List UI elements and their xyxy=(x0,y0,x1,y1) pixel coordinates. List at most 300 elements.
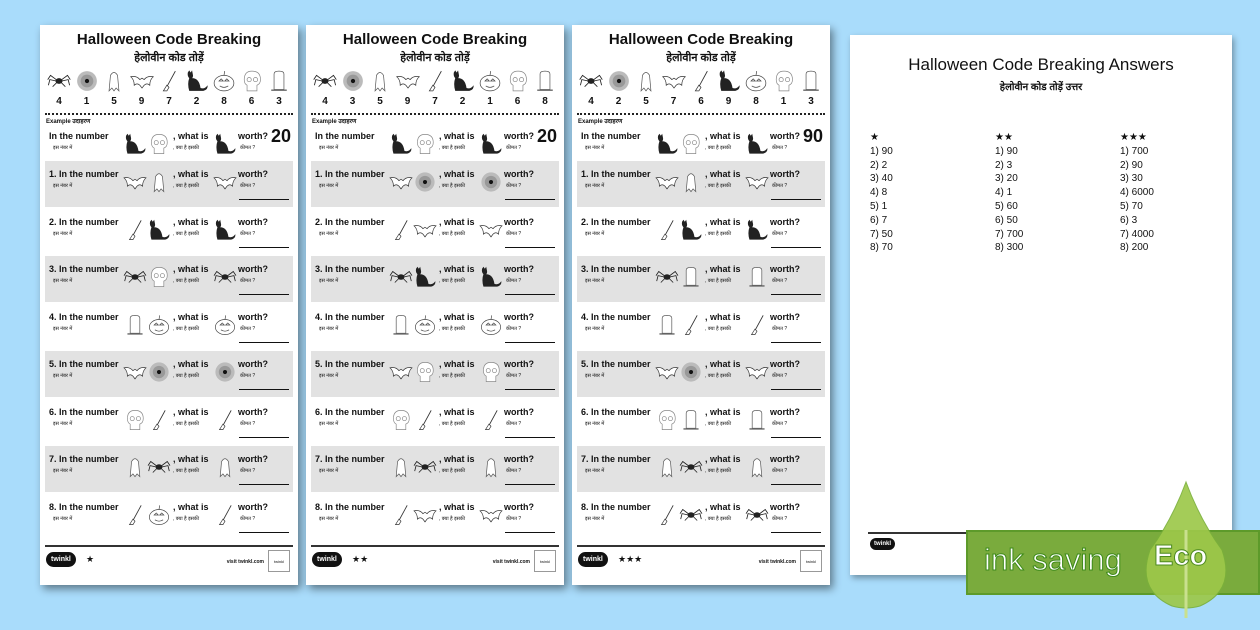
what-is-label-hindi: , क्या है इसकी xyxy=(439,420,466,427)
what-is-label: , what is xyxy=(705,264,741,274)
worksheet-subtitle-hindi: हेलोवीन कोड तोड़ें xyxy=(666,52,736,64)
what-is-label: , what is xyxy=(173,169,209,179)
question-label: In the number xyxy=(49,131,109,141)
cat-icon xyxy=(450,69,476,93)
question-label: 4. In the number xyxy=(315,311,385,322)
footer-rule xyxy=(45,545,293,547)
question-row xyxy=(577,256,825,302)
ghost-icon xyxy=(147,171,171,193)
answer-line[interactable] xyxy=(239,294,289,295)
worth-label: worth? xyxy=(238,131,268,141)
code-key-item xyxy=(101,69,127,107)
worth-label: worth? xyxy=(770,169,800,179)
worth-label: worth? xyxy=(238,311,268,322)
cat-icon xyxy=(679,219,703,241)
question-label: 2. In the number xyxy=(581,216,651,227)
code-key-item xyxy=(340,69,366,107)
code-key-number: 7 xyxy=(166,96,172,107)
spider-icon xyxy=(679,504,703,526)
answer-line[interactable] xyxy=(505,532,555,533)
worth-label-hindi: कीमत ? xyxy=(240,325,256,332)
worksheet-subtitle-hindi: हेलोवीन कोड तोड़ें xyxy=(134,52,204,64)
skull-icon xyxy=(147,133,171,155)
answer-item: 6) 7 xyxy=(870,214,888,226)
question-label-hindi: इस नंबर में xyxy=(585,468,605,474)
worth-label: worth? xyxy=(770,131,800,141)
worth-label-hindi: कीमत ? xyxy=(506,278,522,284)
spider-icon xyxy=(413,456,437,478)
worth-label: worth? xyxy=(770,406,800,417)
ghost-icon xyxy=(101,69,127,93)
grave-icon xyxy=(532,69,558,93)
example-answer: 20 xyxy=(271,126,292,146)
worth-label: worth? xyxy=(504,169,534,179)
cat-icon xyxy=(123,133,147,155)
code-key-item xyxy=(422,69,448,107)
answer-item: 4) 8 xyxy=(870,187,888,199)
what-is-label: , what is xyxy=(705,311,741,322)
question-row xyxy=(45,399,293,445)
what-is-label-hindi: , क्या है इसकी xyxy=(173,468,200,474)
twinkl-logo: twinkl xyxy=(578,552,608,567)
question-label: 1. In the number xyxy=(49,169,119,179)
broom-icon xyxy=(147,409,171,431)
ghost-icon xyxy=(389,456,413,478)
answer-item: 5) 60 xyxy=(995,200,1018,212)
question-label: 8. In the number xyxy=(581,501,651,512)
question-row xyxy=(577,494,825,540)
question-label: 6. In the number xyxy=(581,406,651,417)
code-key-item xyxy=(266,69,292,107)
example-label: Example उदाहरण xyxy=(46,119,91,125)
question-row xyxy=(577,399,825,445)
twinkl-logo: twinkl xyxy=(46,552,76,567)
worth-label-hindi: कीमत ? xyxy=(772,230,788,237)
code-key-number: 6 xyxy=(514,96,521,107)
worth-label: worth? xyxy=(504,264,534,274)
code-key-item xyxy=(239,69,265,107)
answer-item: 5) 1 xyxy=(870,200,888,212)
bat-icon xyxy=(745,171,769,193)
broom-icon xyxy=(679,314,703,336)
answer-item: 3) 40 xyxy=(870,173,893,185)
answer-line[interactable] xyxy=(239,247,289,248)
worksheet-two-star xyxy=(306,25,564,585)
what-is-label-hindi: , क्या है इसकी xyxy=(439,183,466,189)
what-is-label-hindi: , क्या है इसकी xyxy=(439,515,466,522)
spider-icon xyxy=(123,266,147,288)
what-is-label: , what is xyxy=(705,454,741,464)
worth-label-hindi: कीमत ? xyxy=(772,145,788,151)
worth-label-hindi: कीमत ? xyxy=(240,278,256,284)
question-label: 7. In the number xyxy=(581,454,651,464)
question-label: 5. In the number xyxy=(315,359,385,369)
broom-icon xyxy=(213,504,237,526)
broom-icon xyxy=(422,69,448,93)
spider-icon xyxy=(312,69,338,93)
code-key-number: 7 xyxy=(670,96,677,107)
code-key-item xyxy=(688,69,714,107)
code-key-number: 6 xyxy=(248,96,255,107)
question-label-hindi: इस नंबर में xyxy=(585,230,605,237)
answer-line[interactable] xyxy=(771,342,821,343)
answer-item: 1) 90 xyxy=(870,145,893,157)
worksheet-subtitle-hindi: हेलोवीन कोड तोड़ें xyxy=(400,52,470,64)
pumpkin-icon xyxy=(477,69,503,93)
question-row xyxy=(311,161,559,207)
answer-line[interactable] xyxy=(771,437,821,438)
what-is-label-hindi: , क्या है इसकी xyxy=(173,278,200,284)
question-label-hindi: इस नंबर में xyxy=(53,183,73,189)
worth-label: worth? xyxy=(238,501,268,512)
what-is-label-hindi: , क्या है इसकी xyxy=(705,515,732,522)
question-label-hindi: इस नंबर में xyxy=(319,373,339,379)
ghost-icon xyxy=(367,69,393,93)
footer-link: visit twinkl.com xyxy=(492,559,530,565)
difficulty-stars: ★★★ xyxy=(1120,132,1147,143)
worth-label-hindi: कीमत ? xyxy=(506,515,522,522)
code-key-item xyxy=(505,69,531,107)
cat-icon xyxy=(745,133,769,155)
question-row xyxy=(45,446,293,492)
code-key-item xyxy=(312,69,338,107)
broom-icon xyxy=(655,219,679,241)
what-is-label-hindi: , क्या है इसकी xyxy=(439,230,466,237)
answer-item: 1) 700 xyxy=(1120,145,1149,157)
question-label-hindi: इस नंबर में xyxy=(585,325,605,332)
worth-label-hindi: कीमत ? xyxy=(506,230,522,237)
what-is-label: , what is xyxy=(439,311,475,322)
worth-label: worth? xyxy=(504,131,534,141)
what-is-label-hindi: , क्या है इसकी xyxy=(173,325,200,332)
answer-item: 2) 3 xyxy=(995,159,1013,171)
code-key-number: 1 xyxy=(83,96,90,107)
code-key-item xyxy=(743,69,769,107)
question-label-hindi: इस नंबर में xyxy=(319,230,339,237)
answer-item: 7) 4000 xyxy=(1120,228,1154,240)
question-label-hindi: इस नंबर में xyxy=(585,145,605,151)
difficulty-stars: ★★ xyxy=(995,132,1013,143)
worth-label-hindi: कीमत ? xyxy=(772,183,788,189)
worth-label-hindi: कीमत ? xyxy=(506,145,522,151)
question-label-hindi: इस नंबर में xyxy=(319,325,339,332)
spider-icon xyxy=(745,504,769,526)
code-key-item xyxy=(477,69,503,107)
question-label: 8. In the number xyxy=(315,501,385,512)
answer-line[interactable] xyxy=(239,532,289,533)
worksheet-three-star xyxy=(572,25,830,585)
code-key-number: 9 xyxy=(404,96,411,107)
web-icon xyxy=(74,69,100,93)
worth-label-hindi: कीमत ? xyxy=(506,183,522,189)
question-label-hindi: इस नंबर में xyxy=(53,515,73,522)
web-icon xyxy=(679,361,703,383)
answer-line[interactable] xyxy=(771,247,821,248)
worksheet-title: Halloween Code Breaking xyxy=(608,31,794,48)
what-is-label: , what is xyxy=(173,131,209,141)
bat-icon xyxy=(745,361,769,383)
spider-icon xyxy=(679,456,703,478)
checked-badge: twinkl xyxy=(534,550,556,572)
what-is-label-hindi: , क्या है इसकी xyxy=(439,468,466,474)
code-key-item xyxy=(74,69,100,107)
worth-label-hindi: कीमत ? xyxy=(240,230,256,237)
web-icon xyxy=(340,69,366,93)
code-key-number: 8 xyxy=(221,96,227,107)
difficulty-stars: ★★ xyxy=(352,554,369,564)
question-label-hindi: इस नंबर में xyxy=(53,145,73,151)
question-label: 6. In the number xyxy=(49,406,119,417)
code-key-item xyxy=(211,69,237,107)
worth-label: worth? xyxy=(238,216,268,227)
answer-item: 6) 50 xyxy=(995,214,1018,226)
what-is-label-hindi: , क्या है इसकी xyxy=(705,230,732,237)
twinkl-logo: twinkl xyxy=(870,538,895,550)
code-key-item xyxy=(156,69,182,107)
bat-icon xyxy=(389,361,413,383)
what-is-label: , what is xyxy=(439,264,475,274)
what-is-label: , what is xyxy=(173,454,209,464)
worth-label: worth? xyxy=(770,264,800,274)
answer-item: 3) 20 xyxy=(995,173,1018,185)
what-is-label-hindi: , क्या है इसकी xyxy=(173,373,200,379)
worth-label: worth? xyxy=(238,169,268,179)
skull-icon xyxy=(679,133,703,155)
grave-icon xyxy=(679,266,703,288)
worth-label-hindi: कीमत ? xyxy=(772,373,788,379)
dotted-divider xyxy=(311,113,559,115)
answer-line[interactable] xyxy=(239,389,289,390)
worth-label: worth? xyxy=(504,359,534,369)
cat-icon xyxy=(389,133,413,155)
code-key-number: 4 xyxy=(588,96,594,107)
answer-item: 7) 50 xyxy=(870,228,893,240)
answer-line[interactable] xyxy=(239,484,289,485)
spider-icon xyxy=(578,69,604,93)
grave-icon xyxy=(389,314,413,336)
answer-line[interactable] xyxy=(505,389,555,390)
pumpkin-icon xyxy=(147,314,171,336)
worth-label-hindi: कीमत ? xyxy=(240,468,256,474)
answer-line[interactable] xyxy=(771,484,821,485)
grave-icon xyxy=(123,314,147,336)
question-row xyxy=(311,256,559,302)
question-label: 2. In the number xyxy=(49,216,119,227)
what-is-label: , what is xyxy=(705,216,741,227)
answer-item: 6) 3 xyxy=(1120,214,1138,226)
web-icon xyxy=(213,361,237,383)
answer-item: 5) 70 xyxy=(1120,200,1143,212)
what-is-label: , what is xyxy=(173,264,209,274)
question-row xyxy=(311,209,559,255)
answer-line[interactable] xyxy=(505,199,555,200)
question-row xyxy=(577,304,825,350)
footer-link: visit twinkl.com xyxy=(226,559,264,565)
answer-line[interactable] xyxy=(771,532,821,533)
worth-label: worth? xyxy=(238,359,268,369)
answer-item: 8) 200 xyxy=(1120,242,1149,254)
footer-link: visit twinkl.com xyxy=(758,559,796,565)
ghost-icon xyxy=(479,456,503,478)
bat-icon xyxy=(413,504,437,526)
cat-icon xyxy=(479,133,503,155)
answer-line[interactable] xyxy=(239,342,289,343)
worth-label: worth? xyxy=(770,216,800,227)
question-label-hindi: इस नंबर में xyxy=(53,420,73,427)
spider-icon xyxy=(46,69,72,93)
question-label: 6. In the number xyxy=(315,406,385,417)
answer-line[interactable] xyxy=(505,484,555,485)
code-key-number: 3 xyxy=(276,96,282,107)
code-key-number: 1 xyxy=(780,96,787,107)
answer-line[interactable] xyxy=(505,342,555,343)
worth-label-hindi: कीमत ? xyxy=(772,278,788,284)
broom-icon xyxy=(213,409,237,431)
worth-label-hindi: कीमत ? xyxy=(772,468,788,474)
code-key-number: 4 xyxy=(56,96,62,107)
worth-label-hindi: कीमत ? xyxy=(240,373,256,379)
question-row xyxy=(577,161,825,207)
question-label-hindi: इस नंबर में xyxy=(53,373,73,379)
question-row xyxy=(45,256,293,302)
dotted-divider xyxy=(577,113,825,115)
bat-icon xyxy=(395,69,421,93)
code-key-item xyxy=(716,69,742,107)
skull-icon xyxy=(771,69,797,93)
broom-icon xyxy=(156,69,182,93)
what-is-label-hindi: , क्या है इसकी xyxy=(705,183,732,189)
cat-icon xyxy=(184,69,210,93)
question-row xyxy=(45,304,293,350)
what-is-label-hindi: , क्या है इसकी xyxy=(173,230,200,237)
bat-icon xyxy=(129,69,155,93)
spider-icon xyxy=(213,266,237,288)
answer-item: 2) 90 xyxy=(1120,159,1143,171)
broom-icon xyxy=(123,504,147,526)
code-key-number: 5 xyxy=(111,96,117,107)
question-row xyxy=(577,446,825,492)
spider-icon xyxy=(655,266,679,288)
skull-icon xyxy=(505,69,531,93)
spider-icon xyxy=(389,266,413,288)
code-key-number: 7 xyxy=(432,96,438,107)
what-is-label: , what is xyxy=(439,406,475,417)
worth-label: worth? xyxy=(238,454,268,464)
code-key-item xyxy=(798,69,824,107)
question-label-hindi: इस नंबर में xyxy=(319,468,339,474)
pumpkin-icon xyxy=(211,69,237,93)
question-label-hindi: इस नंबर में xyxy=(319,515,339,522)
grave-icon xyxy=(266,69,292,93)
cat-icon xyxy=(213,133,237,155)
question-label: 5. In the number xyxy=(581,359,651,369)
answer-line[interactable] xyxy=(505,247,555,248)
answer-line[interactable] xyxy=(505,294,555,295)
ghost-icon xyxy=(123,456,147,478)
what-is-label: , what is xyxy=(705,406,741,417)
question-label: 2. In the number xyxy=(315,216,385,227)
skull-icon xyxy=(655,409,679,431)
question-row xyxy=(45,351,293,397)
code-key-number: 2 xyxy=(459,96,466,107)
code-key-item xyxy=(129,69,155,107)
what-is-label-hindi: , क्या है इसकी xyxy=(705,420,732,427)
web-icon xyxy=(479,171,503,193)
grave-icon xyxy=(798,69,824,93)
code-key-number: 8 xyxy=(753,96,759,107)
answer-item: 2) 2 xyxy=(870,159,888,171)
skull-icon xyxy=(479,361,503,383)
bat-icon xyxy=(655,171,679,193)
question-label-hindi: इस नंबर में xyxy=(585,278,605,284)
question-row xyxy=(45,494,293,540)
question-label-hindi: इस नंबर में xyxy=(319,420,339,427)
question-row xyxy=(577,209,825,255)
bat-icon xyxy=(213,171,237,193)
what-is-label: , what is xyxy=(705,359,741,369)
question-label: 3. In the number xyxy=(315,264,385,274)
answer-item: 3) 30 xyxy=(1120,173,1143,185)
what-is-label-hindi: , क्या है इसकी xyxy=(705,325,732,332)
broom-icon xyxy=(688,69,714,93)
grave-icon xyxy=(679,409,703,431)
worth-label-hindi: कीमत ? xyxy=(506,373,522,379)
broom-icon xyxy=(389,504,413,526)
question-row xyxy=(45,209,293,255)
question-label: 8. In the number xyxy=(49,501,119,512)
worth-label: worth? xyxy=(770,501,800,512)
what-is-label: , what is xyxy=(173,501,209,512)
question-label-hindi: इस नंबर में xyxy=(53,325,73,332)
cat-icon xyxy=(745,219,769,241)
code-key-number: 4 xyxy=(322,96,328,107)
answer-line[interactable] xyxy=(239,437,289,438)
question-label: 7. In the number xyxy=(49,454,119,464)
question-label-hindi: इस नंबर में xyxy=(319,183,339,189)
eco-label: Eco xyxy=(1154,540,1208,572)
answer-item: 8) 300 xyxy=(995,242,1024,254)
worth-label: worth? xyxy=(504,501,534,512)
answer-item: 8) 70 xyxy=(870,242,893,254)
cat-icon xyxy=(213,219,237,241)
question-label: 3. In the number xyxy=(49,264,119,274)
web-icon xyxy=(606,69,632,93)
worth-label-hindi: कीमत ? xyxy=(772,515,788,522)
answer-line[interactable] xyxy=(771,389,821,390)
pumpkin-icon xyxy=(213,314,237,336)
question-row xyxy=(311,351,559,397)
answer-line[interactable] xyxy=(771,294,821,295)
what-is-label: , what is xyxy=(173,406,209,417)
answer-line[interactable] xyxy=(771,199,821,200)
skull-icon xyxy=(413,133,437,155)
question-label-hindi: इस नंबर में xyxy=(585,515,605,522)
answer-line[interactable] xyxy=(239,199,289,200)
code-key-item xyxy=(532,69,558,107)
difficulty-stars: ★ xyxy=(86,554,95,564)
worth-label-hindi: कीमत ? xyxy=(772,420,788,427)
what-is-label: , what is xyxy=(705,169,741,179)
question-label-hindi: इस नंबर में xyxy=(319,145,339,151)
what-is-label: , what is xyxy=(439,169,475,179)
code-key-item xyxy=(367,69,393,107)
what-is-label-hindi: , क्या है इसकी xyxy=(173,183,200,189)
question-label-hindi: इस नंबर में xyxy=(53,278,73,284)
grave-icon xyxy=(655,314,679,336)
answer-line[interactable] xyxy=(505,437,555,438)
question-row xyxy=(311,494,559,540)
spider-icon xyxy=(147,456,171,478)
